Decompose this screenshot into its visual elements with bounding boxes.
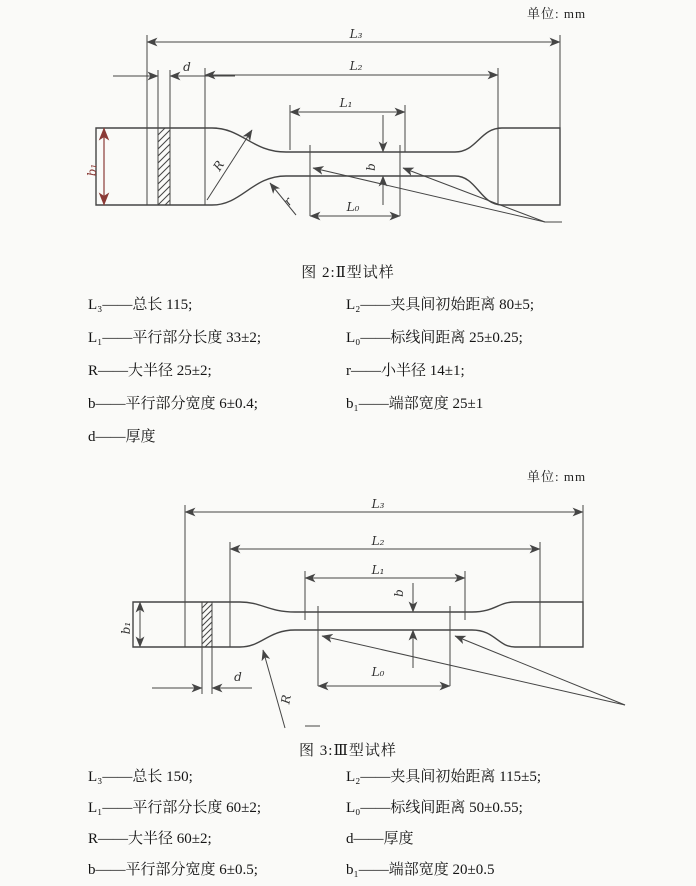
fig3-label-L1: L₁	[371, 563, 385, 577]
fig2-specimen-outline	[96, 128, 560, 205]
legend-item: b——平行部分宽度 6±0.4;	[88, 396, 258, 412]
fig2-label-r: r	[280, 194, 296, 209]
fig3-label-b1: b₁	[119, 621, 133, 635]
legend-item: r——小半径 14±1;	[346, 363, 465, 379]
legend-item: L₁——平行部分长度 60±2;	[88, 800, 262, 816]
legend-item: b₁——端部宽度 20±0.5	[346, 862, 495, 878]
legend-item: b——平行部分宽度 6±0.5;	[88, 862, 258, 878]
fig3-label-L0: L₀	[371, 665, 385, 679]
legend-item: d——厚度	[346, 831, 414, 847]
fig2-label-L1: L₁	[339, 96, 353, 110]
fig2-label-d: d	[183, 60, 191, 74]
unit-label-top: 单位: mm	[527, 6, 587, 21]
figure2-caption: 图 2:Ⅱ型试样	[301, 265, 395, 281]
fig2-label-b1: b₁	[85, 163, 99, 177]
fig3-label-b: b	[392, 589, 406, 597]
fig2-label-b: b	[364, 163, 378, 171]
fig2-grip-hatch	[158, 123, 170, 212]
fig2-label-R: R	[210, 158, 228, 174]
figure3-legend	[88, 762, 676, 886]
legend-item: R——大半径 60±2;	[88, 831, 212, 847]
figure3-legend-left	[88, 762, 346, 886]
legend-item: R——大半径 25±2;	[88, 363, 212, 379]
figure2-legend	[88, 289, 676, 454]
legend-item: d——厚度	[88, 429, 156, 445]
legend-item: L₁——平行部分长度 33±2;	[88, 330, 262, 346]
figure3-legend-right	[346, 762, 676, 886]
fig3-label-L2: L₂	[371, 534, 385, 548]
fig2-label-L3: L₃	[349, 27, 363, 41]
figure2-legend-left	[88, 289, 346, 454]
fig3-specimen-outline	[133, 602, 583, 647]
legend-item: L₂——夹具间初始距离 115±5;	[346, 769, 541, 785]
fig3-label-L3: L₃	[371, 497, 385, 511]
fig2-label-L0: L₀	[346, 200, 360, 214]
legend-item: L₃——总长 150;	[88, 769, 193, 785]
legend-item: L₃——总长 115;	[88, 297, 193, 313]
figure2-drawing	[0, 20, 696, 260]
figure2-legend-right	[346, 289, 676, 454]
fig3-label-d: d	[234, 670, 242, 684]
figure3-caption: 图 3:Ⅲ型试样	[299, 743, 397, 759]
legend-item: b₁——端部宽度 25±1	[346, 396, 484, 412]
legend-item: L₂——夹具间初始距离 80±5;	[346, 297, 535, 313]
fig3-label-R: R	[278, 693, 294, 705]
fig2-label-L2: L₂	[349, 59, 363, 73]
fig3-grip-hatch	[202, 598, 212, 656]
legend-item: L₀——标线间距离 50±0.55;	[346, 800, 523, 816]
fig2-dimension-lines	[113, 42, 562, 222]
unit-label-bottom: 单位: mm	[527, 469, 587, 484]
legend-item: L₀——标线间距离 25±0.25;	[346, 330, 523, 346]
figure3-drawing	[0, 485, 696, 740]
